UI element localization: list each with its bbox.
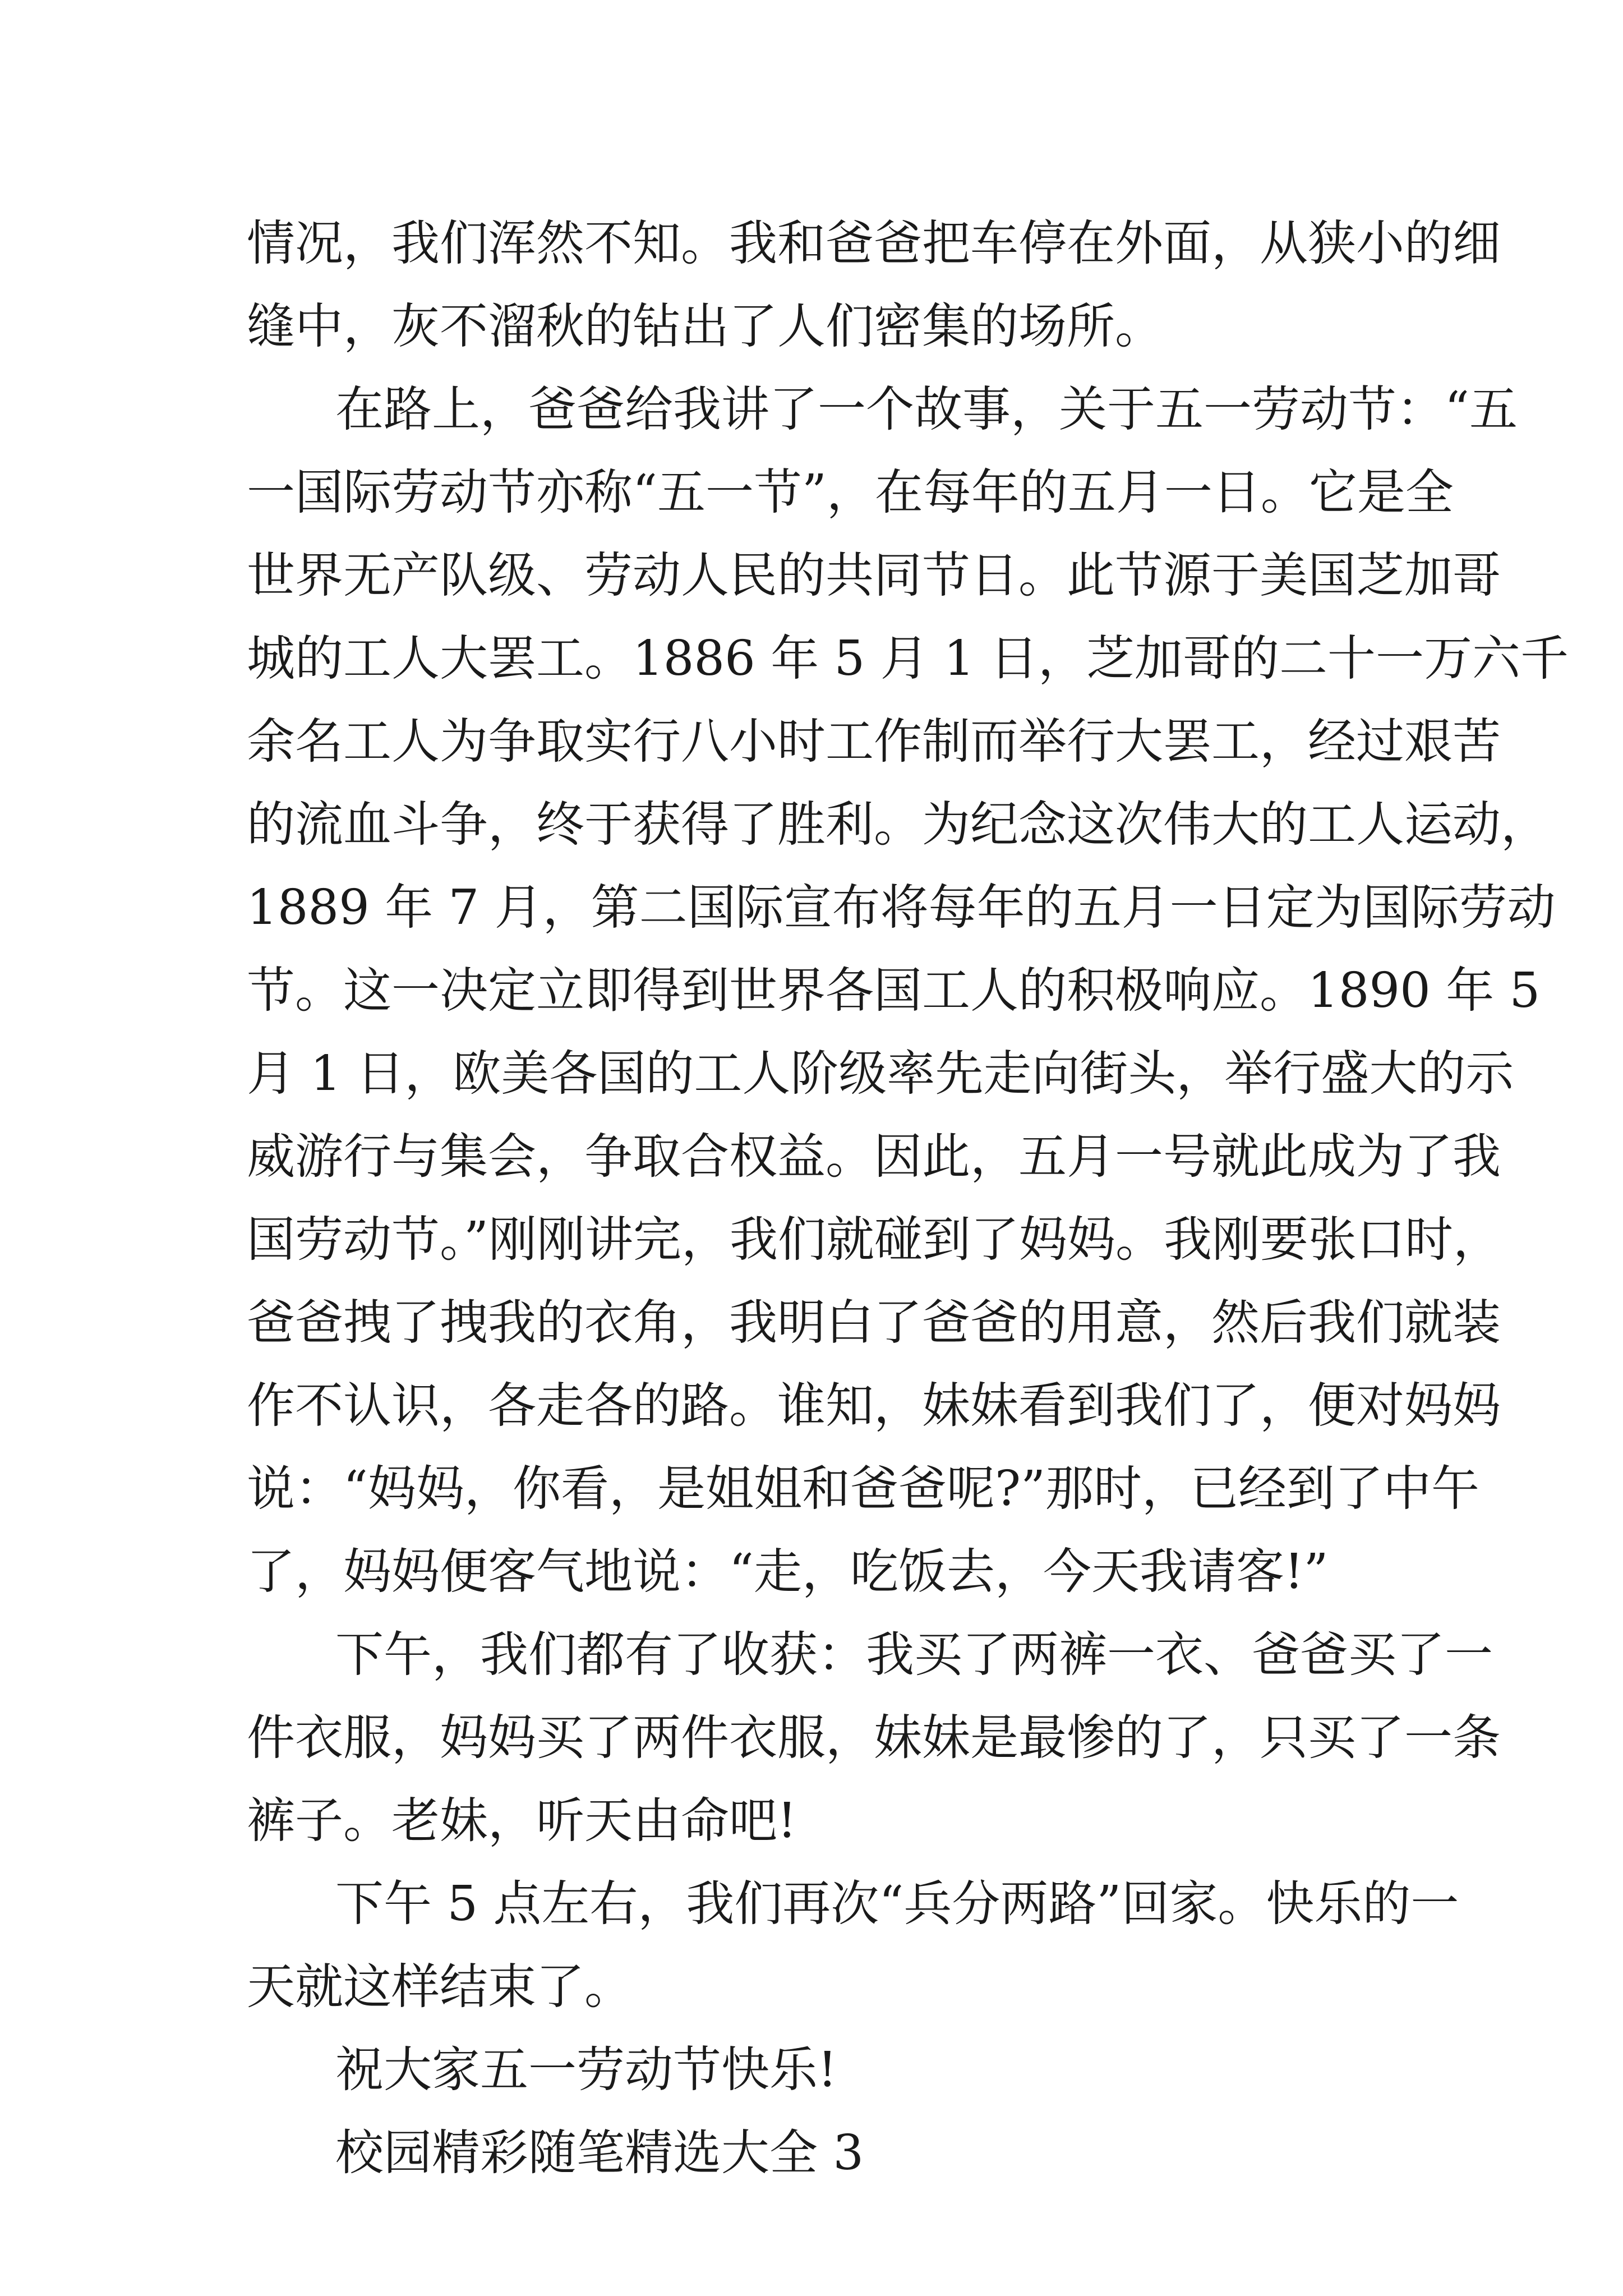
text-line: 缝中，灰不溜秋的钻出了人们密集的场所。 — [247, 298, 1163, 355]
text-line: 1889 年 7 月，第二国际宣布将每年的五月一日定为国际劳动 — [247, 880, 1556, 936]
text-line: 余名工人为争取实行八小时工作制而举行大罢工，经过艰苦 — [247, 714, 1501, 770]
text-line: 国劳动节。”刚刚讲完，我们就碰到了妈妈。我刚要张口时， — [247, 1212, 1501, 1268]
paragraph-first-line: 在路上，爸爸给我讲了一个故事，关于五一劳动节：“五 — [335, 381, 1518, 438]
text-line: 裤子。老妹，听天由命吧! — [247, 1793, 797, 1849]
text-line: 爸爸拽了拽我的衣角，我明白了爸爸的用意，然后我们就装 — [247, 1295, 1501, 1351]
text-line: 天就这样结束了。 — [247, 1959, 633, 2015]
closing-wish: 祝大家五一劳动节快乐! — [335, 2042, 837, 2098]
text-line: 月 1 日，欧美各国的工人阶级率先走向街头，举行盛大的示 — [247, 1046, 1514, 1102]
text-line: 城的工人大罢工。1886 年 5 月 1 日，芝加哥的二十一万六千 — [247, 631, 1569, 687]
text-line: 作不认识，各走各的路。谁知，妹妹看到我们了，便对妈妈 — [247, 1378, 1501, 1434]
text-line: 说：“妈妈，你看，是姐姐和爸爸呢?”那时，已经到了中午 — [247, 1461, 1480, 1517]
article-body — [247, 202, 1569, 2194]
paragraph-first-line: 下午，我们都有了收获：我买了两裤一衣、爸爸买了一 — [335, 1627, 1493, 1683]
text-line: 威游行与集会，争取合权益。因此，五月一号就此成为了我 — [247, 1129, 1501, 1185]
text-line: 一国际劳动节亦称“五一节”，在每年的五月一日。它是全 — [247, 464, 1454, 521]
text-line: 世界无产队级、劳动人民的共同节日。此节源于美国芝加哥 — [247, 547, 1501, 604]
text-line: 的流血斗争，终于获得了胜利。为纪念这次伟大的工人运动， — [247, 797, 1549, 853]
text-line: 了，妈妈便客气地说：“走，吃饭去，今天我请客!” — [247, 1544, 1329, 1600]
text-line: 节。这一决定立即得到世界各国工人的积极响应。1890 年 5 — [247, 963, 1541, 1019]
text-line: 情况，我们浑然不知。我和爸爸把车停在外面，从狭小的细 — [247, 215, 1501, 272]
paragraph-first-line: 下午 5 点左右，我们再次“兵分两路”回家。快乐的一 — [335, 1876, 1459, 1932]
text-line: 件衣服，妈妈买了两件衣服，妹妹是最惨的了，只买了一条 — [247, 1710, 1501, 1766]
section-heading: 校园精彩随笔精选大全 3 — [335, 2125, 864, 2181]
